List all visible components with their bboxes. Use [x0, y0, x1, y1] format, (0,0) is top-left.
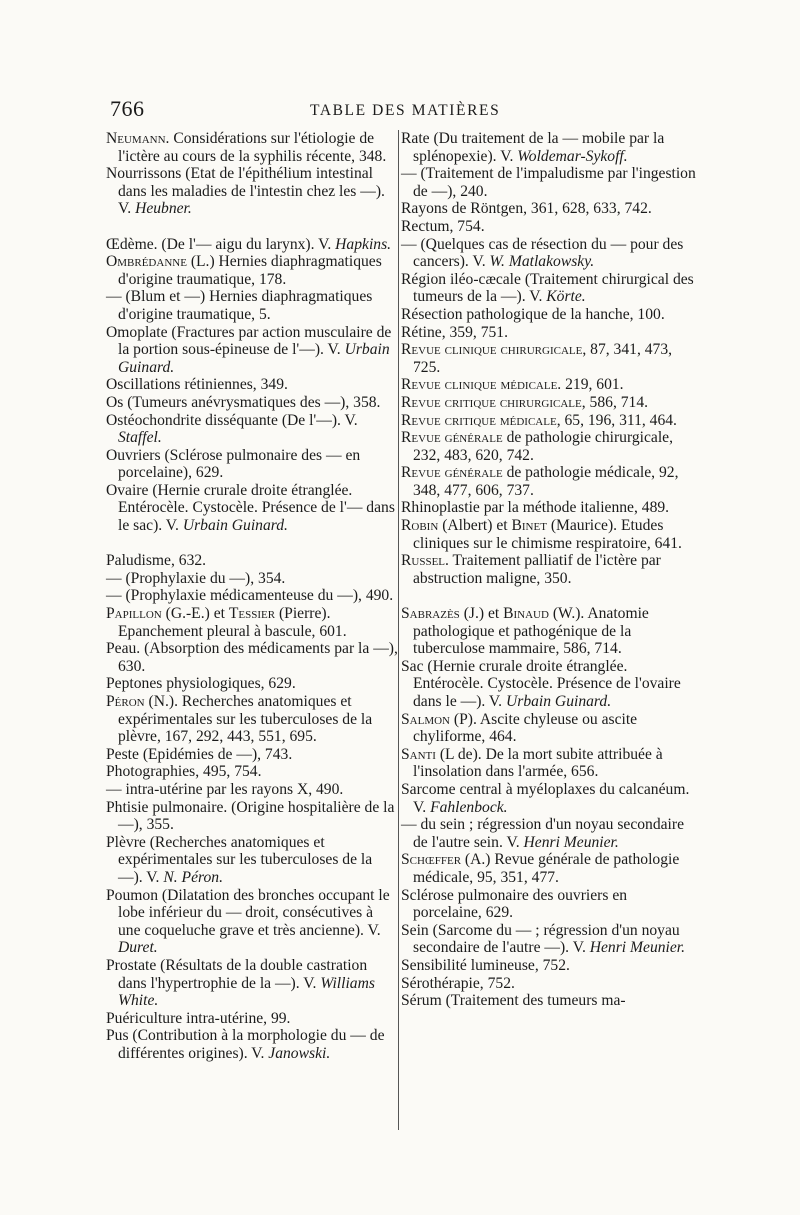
entry-reference: W. Matlakowsky. — [489, 253, 595, 271]
entry-reference: N. Péron. — [163, 868, 223, 886]
entry-text: — (Traitement de l'impaludisme par l'ingestion de —), 240. — [401, 165, 696, 200]
entry-text: Plèvre (Recherches anatomiques et expérimentales sur les tuberculoses de la —). V. — [106, 833, 373, 886]
entry-text: Sérothérapie, 752. — [401, 974, 515, 992]
entry-author: Neumann. — [106, 130, 170, 147]
index-entry — [106, 746, 398, 764]
running-title: TABLE DES MATIÈRES — [310, 102, 501, 119]
entry-author: Binet — [511, 517, 547, 535]
index-entry — [106, 1027, 398, 1062]
entry-text: (G.-E.) et — [161, 605, 229, 623]
entry-author: Péron — [106, 693, 145, 710]
left-index-column — [106, 130, 398, 1062]
letter-gap — [401, 587, 697, 605]
entry-author: Revue générale — [401, 464, 503, 482]
entry-reference: Woldemar-Sykoff. — [517, 147, 628, 165]
index-entry — [106, 1010, 398, 1028]
column-divider — [398, 130, 399, 1130]
index-entry — [106, 781, 398, 799]
index-entry — [401, 922, 697, 957]
index-entry — [401, 429, 697, 464]
index-entry — [106, 288, 398, 323]
index-entry — [401, 658, 697, 711]
entry-text: Peste (Epidémies de —), 743. — [106, 745, 293, 763]
entry-text: Phtisie pulmonaire. (Origine hospitalière de la —), 355. — [106, 798, 395, 834]
index-entry — [401, 341, 697, 376]
entry-text: (Pierre). Epanchement pleural à bascule, 601. — [118, 605, 347, 640]
entry-text: Peau. (Absorption des médicaments par la —), 630. — [106, 640, 398, 675]
entry-reference: Janowski. — [268, 1044, 331, 1062]
entry-text: Ouvriers (Sclérose pulmonaire des — en porcelaine), 629. — [106, 446, 361, 482]
index-entry — [401, 992, 697, 1010]
entry-author: Binaud — [503, 605, 549, 623]
index-entry — [106, 552, 398, 570]
right-index-column — [401, 130, 697, 1010]
entry-author: Papillon — [106, 605, 162, 623]
index-entry — [401, 816, 697, 851]
entry-text: Sein (Sarcome du — ; régression d'un noyau secondaire de l'autre —). V. — [401, 921, 680, 957]
index-entry — [401, 605, 697, 658]
index-entry — [401, 394, 697, 412]
entry-author: Schœffer — [401, 851, 462, 869]
index-entry — [106, 482, 398, 535]
entry-reference: Henri Meunier. — [523, 833, 619, 851]
index-entry — [401, 271, 697, 306]
index-entry — [401, 218, 697, 236]
index-entry — [401, 306, 697, 324]
index-entry — [401, 200, 697, 218]
index-entry — [106, 570, 398, 588]
entry-reference: Körte. — [546, 288, 586, 306]
index-entry — [401, 464, 697, 499]
index-entry — [401, 236, 697, 271]
entry-text: Sérum (Traitement des tumeurs ma- — [401, 992, 626, 1010]
entry-author: Tessier — [228, 605, 276, 623]
entry-text: Prostate (Résultats de la double castration dans l'hypertrophie de la —). V. — [106, 956, 368, 992]
entry-reference: Williams White. — [118, 974, 375, 1010]
index-entry — [401, 975, 697, 993]
index-entry — [106, 253, 398, 288]
entry-text: Pus (Contribution à la morphologie du — de différentes origines). V. — [106, 1027, 385, 1062]
entry-text: Rétine, 359, 751. — [401, 323, 508, 341]
entry-text: de pathologie médicale, 92, 348, 477, 606, 737. — [413, 464, 679, 499]
entry-author: Santi — [401, 745, 436, 763]
index-entry — [106, 693, 398, 746]
entry-text: (J.) et — [459, 605, 504, 623]
entry-text: (L.) Hernies diaphragmatiques d'origine traumatique, 178. — [118, 253, 382, 288]
entry-text: Paludisme, 632. — [106, 552, 207, 570]
entry-text: Os (Tumeurs anévrysmatiques des —), 358. — [106, 393, 381, 411]
index-entry — [401, 412, 697, 430]
index-entry — [401, 781, 697, 816]
index-entry — [401, 887, 697, 922]
index-entry — [106, 324, 398, 377]
entry-text: Œdème. (De l'— aigu du larynx). V. — [106, 235, 336, 253]
entry-reference: Duret. — [118, 939, 158, 957]
entry-text: (Albert) et — [438, 517, 512, 535]
index-entry — [401, 376, 697, 394]
entry-text: — (Prophylaxie médicamenteuse du —), 490. — [106, 587, 394, 605]
entry-text: Rate (Du traitement de la — mobile par la splénopexie). V. — [401, 130, 665, 165]
index-entry — [106, 236, 398, 254]
entry-author: Revue générale — [401, 429, 503, 447]
entry-author: Salmon — [401, 710, 451, 728]
entry-reference: Hapkins. — [335, 235, 392, 253]
entry-text: Puériculture intra-utérine, 99. — [106, 1009, 291, 1027]
index-entry — [401, 165, 697, 200]
entry-text: Oscillations rétiniennes, 349. — [106, 376, 288, 394]
index-entry — [106, 165, 398, 218]
entry-text: Peptones physiologiques, 629. — [106, 675, 296, 693]
index-entry — [401, 499, 697, 517]
entry-reference: Heubner. — [135, 200, 192, 218]
entry-author: Revue critique chirurgicale — [401, 393, 582, 411]
entry-text: (W.). Anatomie pathologique et pathogénique de la tuberculose mammaire, 586, 714. — [413, 605, 649, 658]
entry-text: Rayons de Röntgen, 361, 628, 633, 742. — [401, 200, 652, 218]
index-entry — [401, 851, 697, 886]
entry-text: — (Blum et —) Hernies diaphragmatiques d'origine traumatique, 5. — [106, 288, 373, 323]
index-entry — [106, 834, 398, 887]
entry-text: (L de). De la mort subite attribuée à l'insolation dans l'armée, 656. — [413, 745, 663, 781]
entry-text: Rectum, 754. — [401, 217, 485, 235]
index-entry — [401, 711, 697, 746]
entry-reference: Staffel. — [118, 429, 162, 447]
entry-text: (P). Ascite chyleuse ou ascite chyliforme, 464. — [413, 710, 638, 746]
entry-author: Revue critique médicale — [401, 411, 557, 429]
entry-author: Revue clinique chirurgicale — [401, 341, 583, 359]
entry-text: Rhinoplastie par la méthode italienne, 489. — [401, 499, 670, 517]
entry-reference: Henri Meunier. — [589, 939, 686, 957]
entry-text: (Maurice). Etudes cliniques sur le chimisme respiratoire, 641. — [413, 517, 682, 552]
index-entry — [401, 552, 697, 587]
entry-text: Région iléo-cæcale (Traitement chirurgical des tumeurs de la —). V. — [401, 270, 694, 306]
index-entry — [401, 517, 697, 552]
entry-reference: Urbain Guinard. — [182, 517, 288, 535]
index-entry — [106, 130, 398, 165]
entry-text: Considérations sur l'étiologie de l'ictère au cours de la syphilis récente, 348. — [118, 130, 387, 165]
entry-author: Russel. — [401, 552, 449, 570]
index-entry — [106, 957, 398, 1010]
entry-text: Nourrissons (Etat de l'épithélium intestinal dans les maladies de l'intestin chez les —). V. — [106, 165, 385, 218]
entry-text: de pathologie chirurgicale, 232, 483, 620, 742. — [413, 429, 673, 464]
index-entry — [401, 957, 697, 975]
entry-text: — du sein ; régression d'un noyau secondaire de l'autre sein. V. — [401, 816, 684, 851]
entry-reference: Urbain Guinard. — [118, 341, 390, 376]
entry-text: , 586, 714. — [581, 393, 649, 411]
entry-text: Résection pathologique de la hanche, 100. — [401, 305, 665, 323]
entry-text: , 87, 341, 473, 725. — [413, 341, 673, 376]
index-entry — [401, 130, 697, 165]
letter-gap — [106, 218, 398, 236]
page-number: 766 — [110, 96, 145, 121]
index-entry — [401, 324, 697, 342]
index-entry — [401, 746, 697, 781]
entry-author: Sabrazès — [401, 605, 460, 623]
entry-text: Ovaire (Hernie crurale droite étranglée. Entérocèle. Cystocèle. Présence de l'— dans le sac). V. — [106, 481, 395, 535]
entry-text: , 65, 196, 311, 464. — [556, 411, 677, 429]
index-entry — [106, 605, 398, 640]
index-entry — [106, 675, 398, 693]
letter-gap — [106, 535, 398, 553]
index-entry — [106, 799, 398, 834]
entry-author: Revue clinique médicale — [401, 376, 558, 394]
entry-text: — intra-utérine par les rayons X, 490. — [106, 780, 344, 798]
index-entry — [106, 412, 398, 447]
index-entry — [106, 376, 398, 394]
entry-text: Sensibilité lumineuse, 752. — [401, 956, 570, 974]
entry-text: Sac (Hernie crurale droite étranglée. Entérocèle. Cystocèle. Présence de l'ovaire dans le —). V. — [401, 657, 681, 710]
index-entry — [106, 394, 398, 412]
entry-text: Traitement palliatif de l'ictère par abstruction maligne, 350. — [413, 552, 661, 587]
index-entry — [106, 763, 398, 781]
index-entry — [106, 640, 398, 675]
entry-reference: Fahlenbock. — [430, 798, 508, 816]
entry-reference: Urbain Guinard. — [505, 693, 612, 710]
entry-text: Poumon (Dilatation des bronches occupant le lobe inférieur du — droit, consécutives à une coqueluche grave et très ancienne). V. — [106, 886, 390, 939]
entry-text: (N.). Recherches anatomiques et expérimentales sur les tuberculoses de la plèvre, 167, 292, 443, 551, 695. — [118, 693, 373, 746]
entry-author: Robin — [401, 517, 439, 535]
entry-text: . 219, 601. — [557, 376, 624, 394]
entry-text: — (Quelques cas de résection du — pour des cancers). V. — [401, 235, 684, 271]
entry-text: Photographies, 495, 754. — [106, 763, 262, 781]
entry-text: Sclérose pulmonaire des ouvriers en porcelaine, 629. — [401, 886, 628, 922]
entry-author: Ombrédanne — [106, 253, 187, 271]
entry-text: Sarcome central à myéloplaxes du calcanéum. V. — [401, 780, 690, 816]
entry-text: Ostéochondrite disséquante (De l'—). V. — [106, 411, 358, 429]
index-entry — [106, 447, 398, 482]
index-entry — [106, 887, 398, 957]
index-entry — [106, 587, 398, 605]
entry-text: (A.) Revue générale de pathologie médicale, 95, 351, 477. — [413, 851, 680, 886]
entry-text: Omoplate (Fractures par action musculaire de la portion sous-épineuse de l'—). V. — [106, 323, 392, 359]
entry-text: — (Prophylaxie du —), 354. — [106, 569, 286, 587]
